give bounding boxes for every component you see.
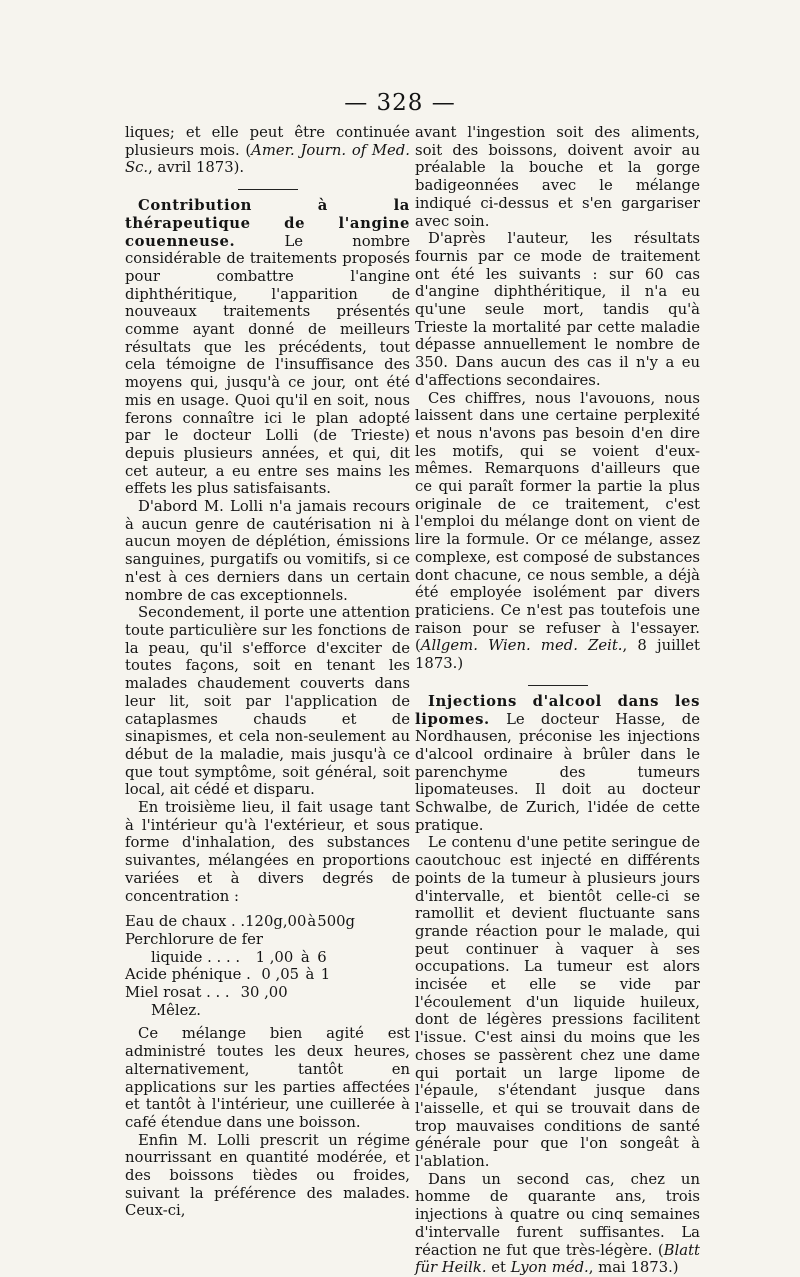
lolli-paragraph-4: En troisième lieu, il fait usage tant à l'intérieur qu'à l'extérieur, et sous forme d'inhalation, des substances suivantes, mélangées en proportions variées et à divers degrés de concentration : <box>125 799 410 905</box>
lolli-paragraph-3: Secondement, il porte une attention toute particulière sur les fonctions de la peau, qu'il s'efforce d'exciter de toutes façons, soit en tenant les malades chaudement couverts dans leur lit, soit par l'application de cataplasmes chauds et de sinapismes, et cela non-seulement au début de la maladie, mais jusqu'à ce que tout symptôme, soit général, soit local, ait cédé et disparu. <box>125 604 410 799</box>
hasse-citation-date: , mai 1873.) <box>588 1259 679 1277</box>
recipe-table <box>125 913 355 1019</box>
hasse-paragraph-3 <box>415 1171 700 1277</box>
lolli-text-1: Le nombre considérable de traitements proposés pour combattre l'angine diphthéritique, l'apparition de nouveaux traitements présentés comme ayant donné de meilleurs résultats que les précédents, tout cela témoigne de l'insuffisance des moyens qui, jusqu'à ce jour, ont été mis en usage. Quoi qu'il en soit, nous ferons connaître ici le plan adopté par le docteur Lolli (de Trieste) depuis plusieurs années, et qui, dit cet auteur, a eu entre ses mains les effets les plus satisfaisants. <box>125 232 410 498</box>
recipe-row: Perchlorure de fer <box>125 930 263 948</box>
hasse-text-3: Dans un second cas, chez un homme de quarante ans, trois injections à quatre ou cinq semaines d'intervalle furent suffisantes. La réaction ne fut que très-légère. ( <box>415 1170 700 1259</box>
recipe-mix-instruction: Mêlez. <box>151 1001 201 1019</box>
remarks-citation: Allgem. Wien. med. Zeit. <box>420 637 623 655</box>
recipe-row: Miel rosat . . . 30 ,00 <box>125 984 288 1002</box>
lolli-paragraph-2: D'abord M. Lolli n'a jamais recours à aucun genre de cautérisation ni à aucun moyen de déplétion, émissions sanguines, purgatifs ou vomitifs, si ce n'est à ces derniers dans un certain nombre de cas exceptionnels. <box>125 498 410 604</box>
recipe-row: Acide phénique . 0 ,05 à 1 <box>125 966 331 984</box>
lolli-paragraph-1 <box>125 197 410 498</box>
right-column <box>415 124 700 1277</box>
left-column <box>125 124 410 1220</box>
hasse-paragraph-1 <box>415 693 700 835</box>
section-heading-hasse: Injections d'alcool dans les lipomes. <box>415 692 700 728</box>
lolli-paragraph-6: Enfin M. Lolli prescrit un régime nourrissant en quantité modérée, et des boissons tièdes ou froides, suivant la préférence des malades. Ceux-ci, <box>125 1131 410 1220</box>
results-paragraph: D'après l'auteur, les résultats fournis par ce mode de traitement ont été les suivants : sur 60 cas d'angine diphthéritique, il n'a eu qu'une seule mort, tandis qu'à Trieste la mortalité par cette maladie dépasse annuellement le nombre de 350. Dans aucun des cas il n'y a eu d'affections secondaires. <box>415 230 700 389</box>
intro-text: liques; et elle peut être continuée plusieurs mois. ( <box>125 124 410 159</box>
intro-citation-date: , avril 1873). <box>148 159 245 177</box>
hasse-text-1: Le docteur Hasse, de Nordhausen, préconise les injections d'alcool ordinaire à brûler dans le parenchyme des tumeurs lipomateuses. Il doit au docteur Schwalbe, de Zurich, l'idée de cette pratique. <box>415 710 700 834</box>
section-divider <box>528 685 588 686</box>
hasse-paragraph-2: Le contenu d'une petite seringue de caoutchouc est injecté en différents points de la tumeur à plusieurs jours d'intervalle, et bientôt celle-ci se ramollit et devient fluctuante sans grande réaction pour le malade, qui peut continuer à vaquer à ses occupations. La tumeur est alors incisée et elle se vide par l'écoulement d'un liquide huileux, dont de légères pressions facilitent l'issue. C'est ainsi du moins que les choses se passèrent chez une dame qui portait un large lipome de l'épaule, s'étendant jusque dans l'aisselle, et qui se trouvait dans de trop mauvaises conditions de santé générale pour que l'on songeât à l'ablation. <box>415 834 700 1171</box>
recipe-row: Eau de chaux . . 120g,00 à 500g <box>125 913 355 931</box>
recipe-row: liquide . . . . 1 ,00 à 6 <box>151 948 327 966</box>
section-divider <box>238 189 298 190</box>
page-number: — 328 — <box>344 90 456 116</box>
intro-paragraph <box>125 124 410 177</box>
hasse-citation-2: Lyon méd. <box>510 1259 589 1277</box>
remarks-paragraph <box>415 390 700 673</box>
continuation-paragraph: avant l'ingestion soit des aliments, soit des boissons, doivent avoir au préalable la bouche et la gorge badigeonnées avec le mélange indiqué ci-dessus et s'en gargariser avec soin. <box>415 124 700 230</box>
intro-citation: Amer. Journ. of Med. Sc. <box>125 141 410 177</box>
lolli-paragraph-5: Ce mélange bien agité est administré toutes les deux heures, alternativement, tantôt en applications sur les parties affectées et tantôt à l'intérieur, une cuillerée à café étendue dans une boisson. <box>125 1025 410 1131</box>
section-heading-lolli: Contribution à la thérapeutique de l'angine couenneuse. <box>125 197 410 250</box>
hasse-citation-joiner: et <box>486 1259 511 1277</box>
remarks-text: Ces chiffres, nous l'avouons, nous laissent dans une certaine perplexité et nous n'avons pas besoin d'en dire les motifs, qui se voient d'eux-mêmes. Remarquons d'ailleurs que ce qui paraît former la partie la plus originale de ce traitement, c'est l'emploi du mélange dont on vient de lire la formule. Or ce mélange, assez complexe, est composé de substances dont chacune, ce nous semble, a déjà été employée isolément par divers praticiens. Ce n'est pas toutefois une raison pour se refuser à l'essayer. ( <box>415 389 700 655</box>
remarks-citation-date: , 8 juillet 1873.) <box>415 637 700 673</box>
hasse-citation-1: Blatt für Heilk. <box>415 1241 700 1277</box>
